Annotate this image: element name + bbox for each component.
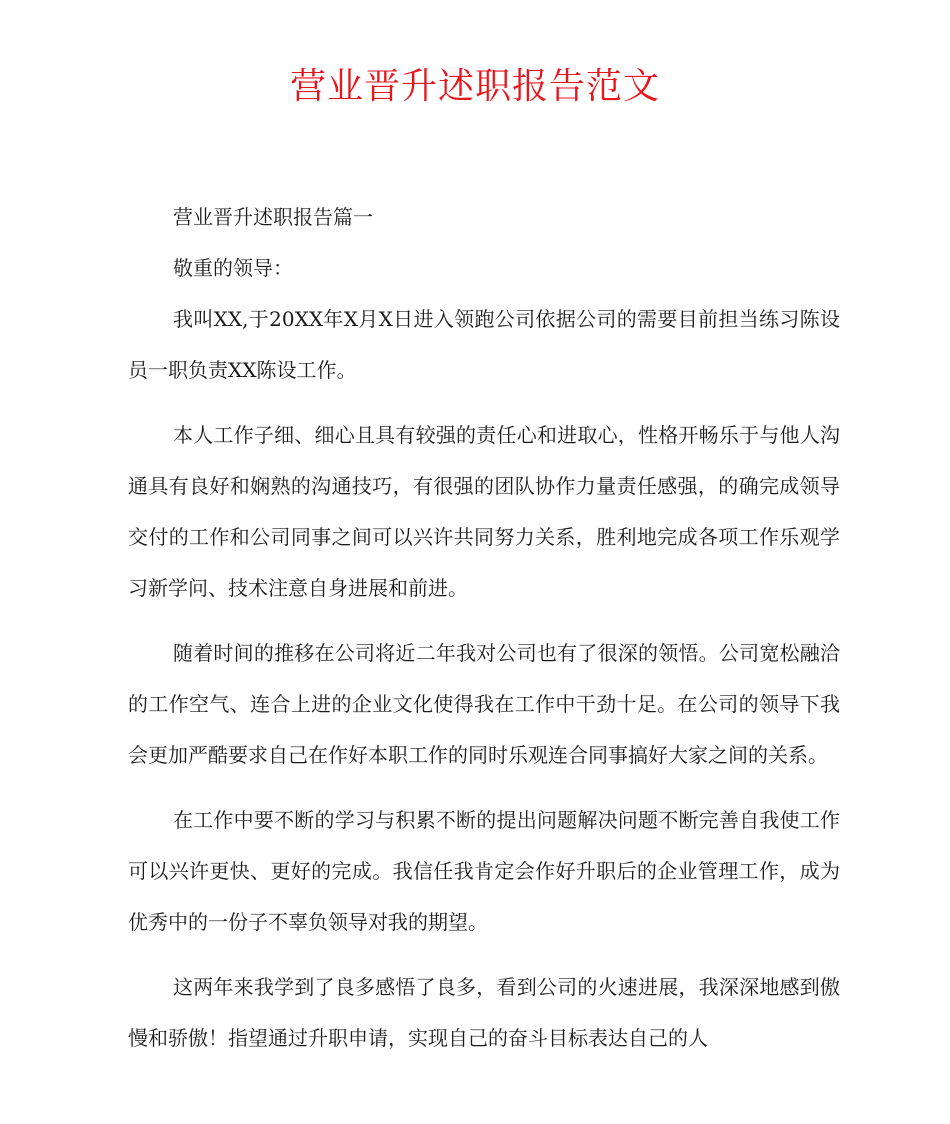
document-body [128,192,840,1078]
paragraph: 在工作中要不断的学习与积累不断的提出问题解决问题不断完善自我使工作可以兴许更快、更好的完成。我信任我肯定会作好升职后的企业管理工作，成为优秀中的一份子不辜负领导对我的期望。 [128,808,840,934]
salutation: 敬重的领导： [173,256,293,280]
paragraph: 随着时间的推移在公司将近二年我对公司也有了很深的领悟。公司宽松融洽的工作空气、连合上进的企业文化使得我在工作中干劲十足。在公司的领导下我会更加严酷要求自己在作好本职工作的同时乐观连合同事搞好大家之间的关系。 [128,641,840,767]
paragraph: 我叫XX,于20XX年X月X日进入领跑公司依据公司的需要目前担当练习陈设员一职负责XX陈设工作。 [128,307,840,382]
paragraph: 本人工作子细、细心且具有较强的责任心和进取心，性格开畅乐于与他人沟通具有良好和娴熟的沟通技巧，有很强的团队协作力量责任感强，的确完成领导交付的工作和公司同事之间可以兴许共同努力关系，胜利地完成各项工作乐观学习新学问、技术注意自身进展和前进。 [128,423,840,600]
section-heading: 营业晋升述职报告篇一 [173,205,373,229]
paragraph: 这两年来我学到了良多感悟了良多，看到公司的火速进展，我深深地感到傲慢和骄傲！指望通过升职申请，实现自己的奋斗目标表达自己的人 [128,975,840,1050]
document-title: 营业晋升述职报告范文 [289,66,660,107]
